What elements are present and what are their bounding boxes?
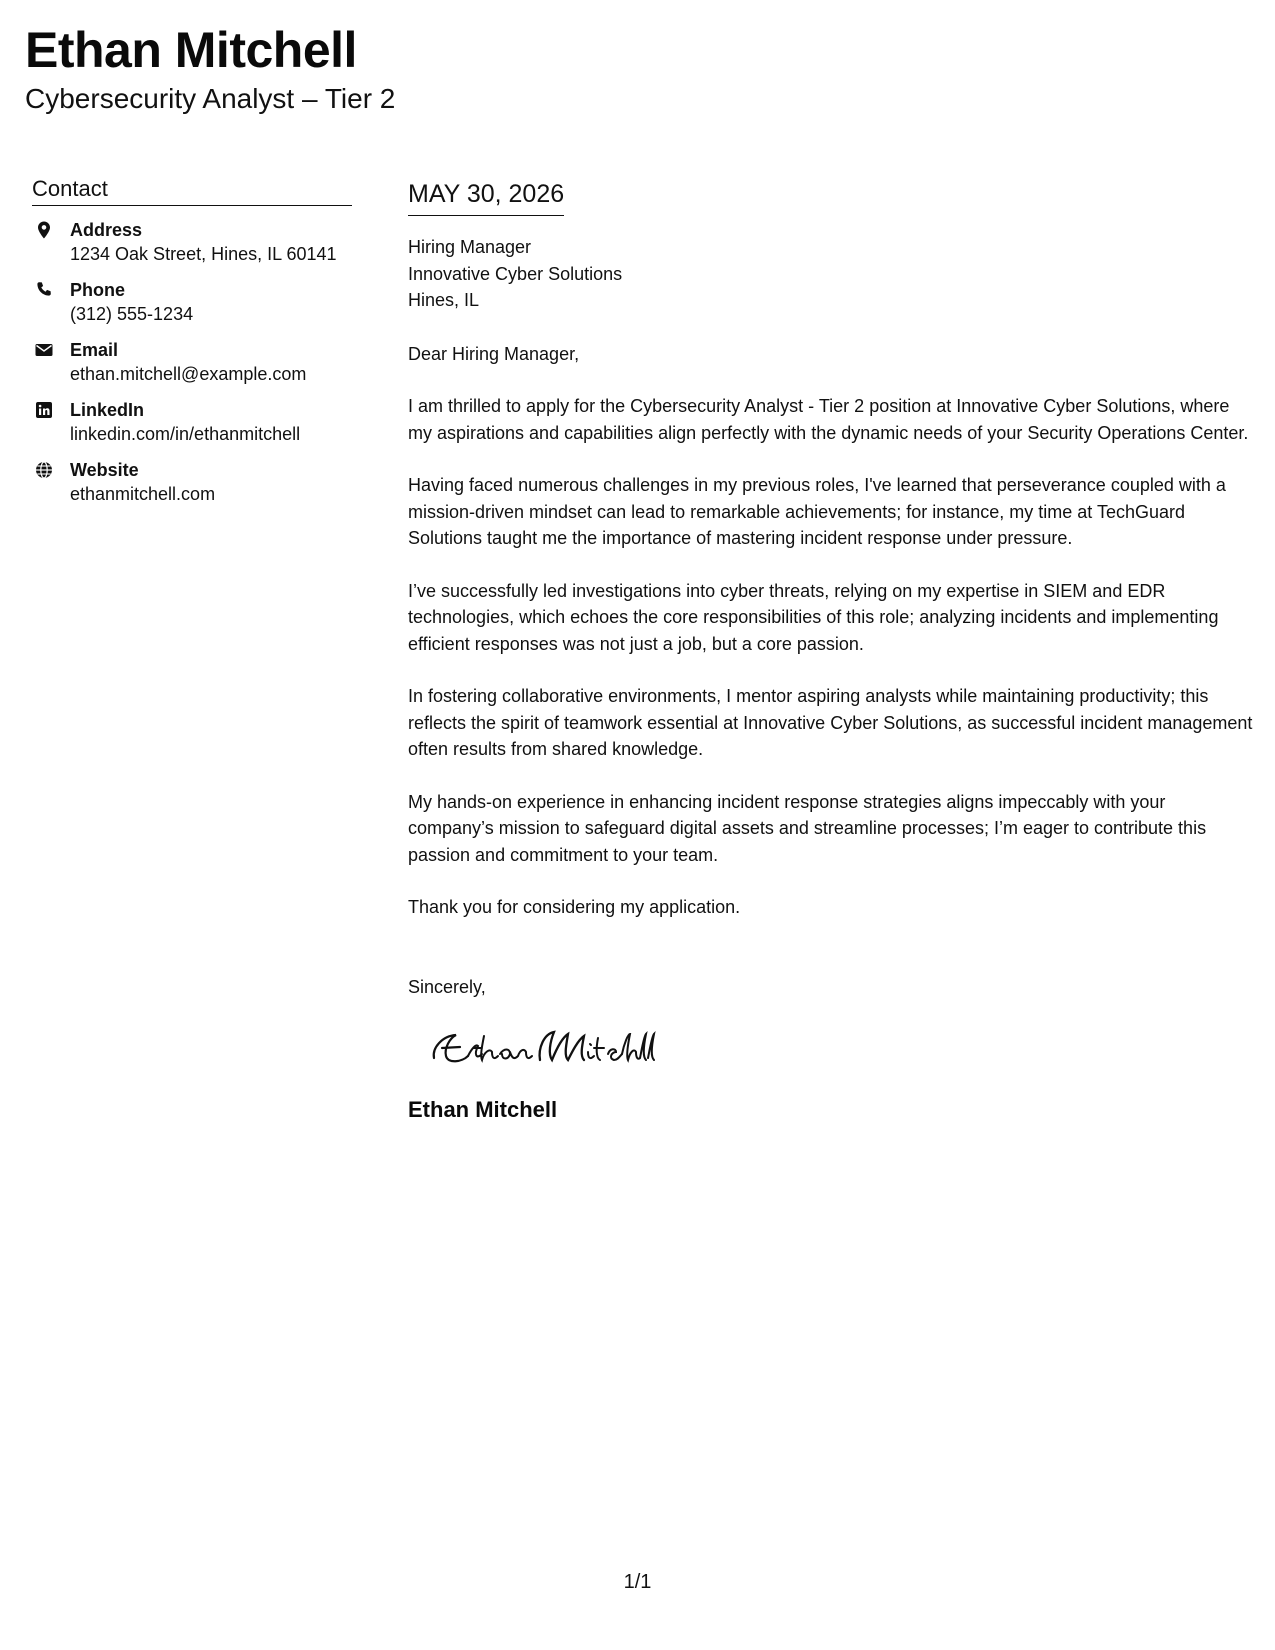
contact-label: LinkedIn [70, 400, 145, 420]
applicant-name: Ethan Mitchell [25, 22, 357, 78]
contact-item-email [32, 338, 352, 386]
recipient-line: Hines, IL [408, 290, 480, 310]
signer-name: Ethan Mitchell [408, 1097, 558, 1122]
contact-label: Email [70, 340, 119, 360]
contact-item-website [32, 458, 352, 506]
letter-body [408, 178, 1253, 1124]
job-title: Cybersecurity Analyst – Tier 2 [25, 83, 396, 114]
recipient-line: Hiring Manager [408, 237, 532, 257]
contact-item-address [32, 218, 352, 266]
letter-paragraph: In fostering collaborative environments, I mentor aspiring analysts while maintaining productivity; this reflects the spirit of teamwork essential at Innovative Cyber Solutions, as successful incident management often results from shared knowledge. [408, 686, 1253, 759]
globe-icon [34, 460, 54, 480]
contact-item-phone [32, 278, 352, 326]
letter-paragraph: I am thrilled to apply for the Cybersecurity Analyst - Tier 2 position at Innovative Cyber Solutions, where my aspirations and capabilities align perfectly with the dynamic needs of your Security Operations Center. [408, 396, 1249, 443]
letter-paragraph: Having faced numerous challenges in my previous roles, I've learned that perseverance coupled with a mission-driven mindset can lead to remarkable achievements; for instance, my time at TechGuard Solutions taught me the importance of mastering incident response under pressure. [408, 475, 1226, 548]
linkedin-value: linkedin.com/in/ethanmitchell [70, 424, 301, 444]
recipient-line: Innovative Cyber Solutions [408, 263, 623, 284]
email-value: ethan.mitchell@example.com [70, 364, 307, 384]
closing: Sincerely, [408, 976, 486, 997]
phone-value: (312) 555-1234 [70, 304, 194, 324]
recipient-block [408, 234, 1253, 314]
linkedin-icon [34, 400, 54, 420]
letter-paragraph: My hands-on experience in enhancing incident response strategies aligns impeccably with your company’s mission to safeguard digital assets and streamline processes; I’m eager to contribute this passion and commitment to your team. [408, 791, 1207, 865]
phone-icon [34, 280, 54, 300]
signature-image [422, 1018, 662, 1078]
contact-label: Phone [70, 280, 126, 300]
envelope-icon [34, 340, 54, 360]
website-value: ethanmitchell.com [70, 484, 216, 504]
contact-label: Address [70, 220, 143, 240]
address-value: 1234 Oak Street, Hines, IL 60141 [70, 244, 337, 264]
letter-date: MAY 30, 2026 [408, 178, 564, 216]
letter-paragraph: I’ve successfully led investigations into cyber threats, relying on my expertise in SIEM and EDR technologies, which echoes the core responsibilities of this role; analyzing incidents and implementing efficient responses was not just a job, but a core passion. [408, 580, 1219, 654]
handwritten-signature [422, 1018, 662, 1078]
location-pin-icon [34, 220, 54, 240]
page-number: 1/1 [623, 1571, 652, 1593]
contact-sidebar [32, 175, 352, 518]
contact-item-linkedin [32, 398, 352, 446]
contact-label: Website [70, 460, 139, 480]
contact-heading: Contact [32, 175, 352, 206]
letter-paragraph: Thank you for considering my application. [408, 897, 741, 917]
salutation: Dear Hiring Manager, [408, 343, 580, 364]
